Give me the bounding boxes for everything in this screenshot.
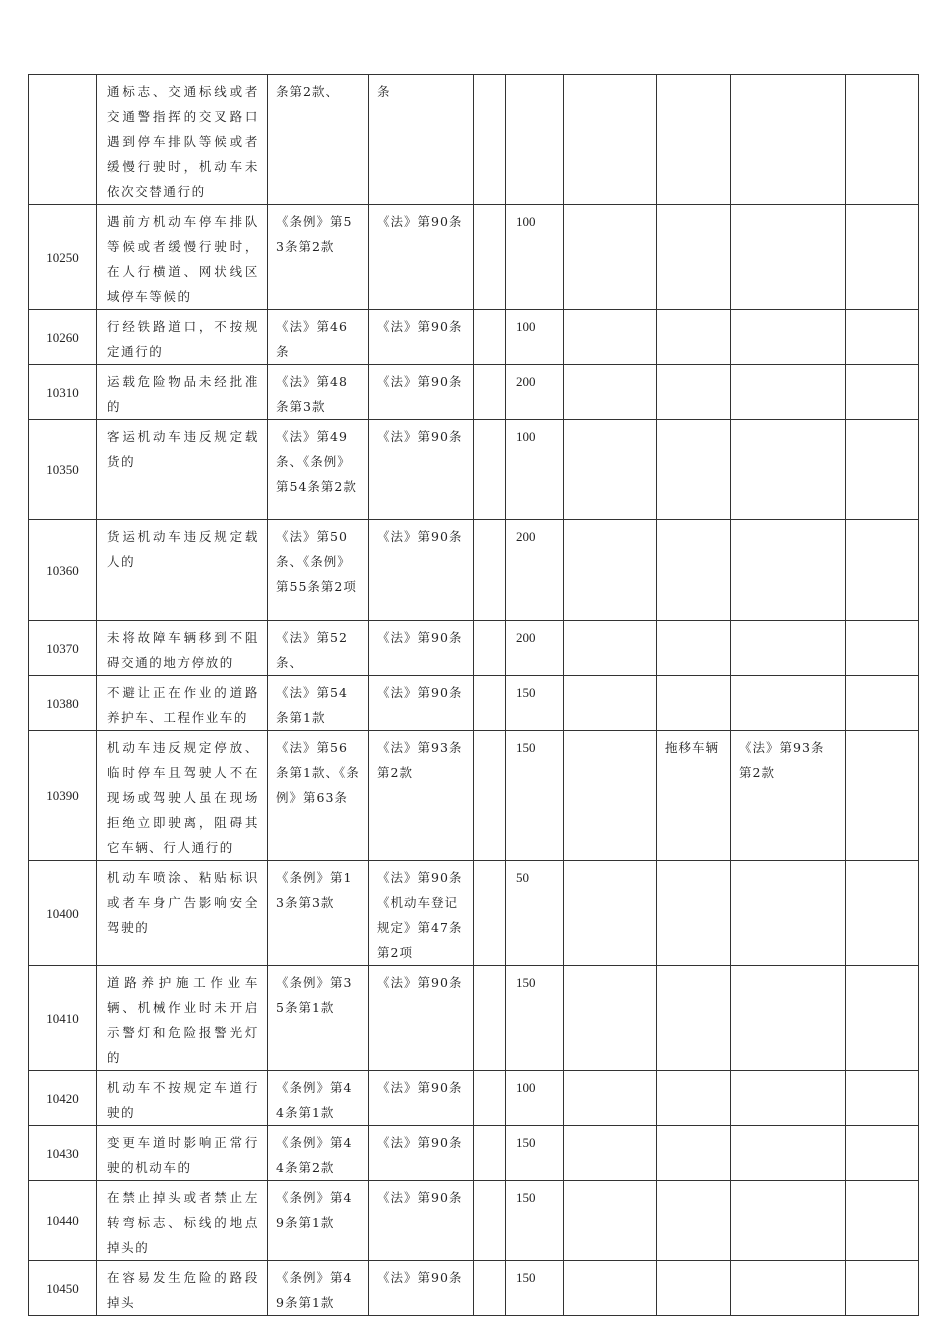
fine-amount-cell: 100 — [506, 1071, 564, 1126]
violation-description-cell: 道路养护施工作业车辆、机械作业时未开启示警灯和危险报警光灯的 — [97, 966, 268, 1071]
violation-code-cell: 10430 — [29, 1126, 97, 1181]
blank-cell — [564, 1126, 657, 1181]
enforcement-measure-cell — [657, 966, 731, 1071]
blank-cell — [564, 205, 657, 310]
blank-cell — [474, 1126, 506, 1181]
enforcement-measure-cell — [657, 75, 731, 205]
violation-description-cell: 未将故障车辆移到不阻碍交通的地方停放的 — [97, 621, 268, 676]
blank-cell — [474, 310, 506, 365]
violation-description-cell: 不避让正在作业的道路养护车、工程作业车的 — [97, 676, 268, 731]
blank-cell — [564, 520, 657, 621]
violation-basis-cell: 《法》第54条第1款 — [268, 676, 369, 731]
blank-cell — [846, 1126, 919, 1181]
measure-basis-cell — [731, 621, 846, 676]
measure-basis-cell — [731, 420, 846, 520]
measure-basis-cell — [731, 1071, 846, 1126]
blank-cell — [564, 1071, 657, 1126]
penalty-basis-cell: 《法》第90条 — [369, 365, 474, 420]
blank-cell — [846, 75, 919, 205]
enforcement-measure-cell — [657, 520, 731, 621]
penalty-basis-cell: 《法》第90条 — [369, 676, 474, 731]
blank-cell — [846, 1071, 919, 1126]
blank-cell — [564, 365, 657, 420]
table-row — [29, 310, 919, 365]
blank-cell — [474, 966, 506, 1071]
violation-code-cell: 10380 — [29, 676, 97, 731]
penalty-basis-cell: 《法》第90条 — [369, 966, 474, 1071]
violation-description-cell: 遇前方机动车停车排队等候或者缓慢行驶时，在人行横道、网状线区域停车等候的 — [97, 205, 268, 310]
violation-code-cell: 10450 — [29, 1261, 97, 1316]
blank-cell — [564, 621, 657, 676]
violation-basis-cell: 《法》第50条、《条例》第55条第2项 — [268, 520, 369, 621]
fine-amount-cell: 200 — [506, 621, 564, 676]
violation-code-cell: 10390 — [29, 731, 97, 861]
violation-description-cell: 机动车违反规定停放、临时停车且驾驶人不在现场或驾驶人虽在现场拒绝立即驶离，阻碍其它车辆、行人通行的 — [97, 731, 268, 861]
blank-cell — [474, 205, 506, 310]
blank-cell — [564, 861, 657, 966]
table-row — [29, 1126, 919, 1181]
violation-basis-cell: 《条例》第44条第1款 — [268, 1071, 369, 1126]
fine-amount-cell: 150 — [506, 676, 564, 731]
table-row — [29, 205, 919, 310]
fine-amount-cell: 100 — [506, 420, 564, 520]
enforcement-measure-cell — [657, 1181, 731, 1261]
penalty-basis-cell: 《法》第93条第2款 — [369, 731, 474, 861]
violation-code-cell: 10440 — [29, 1181, 97, 1261]
measure-basis-cell — [731, 861, 846, 966]
violation-basis-cell: 《法》第52条、 — [268, 621, 369, 676]
fine-amount-cell: 150 — [506, 1181, 564, 1261]
blank-cell — [564, 310, 657, 365]
enforcement-measure-cell: 拖移车辆 — [657, 731, 731, 861]
enforcement-measure-cell — [657, 1126, 731, 1181]
violation-description-cell: 在容易发生危险的路段掉头 — [97, 1261, 268, 1316]
penalty-basis-cell: 《法》第90条 — [369, 520, 474, 621]
enforcement-measure-cell — [657, 365, 731, 420]
penalty-basis-cell: 《法》第90条 — [369, 310, 474, 365]
violation-basis-cell: 《条例》第13条第3款 — [268, 861, 369, 966]
violation-code-cell: 10260 — [29, 310, 97, 365]
violation-basis-cell: 《条例》第35条第1款 — [268, 966, 369, 1071]
measure-basis-cell — [731, 520, 846, 621]
blank-cell — [846, 365, 919, 420]
violation-code-cell: 10310 — [29, 365, 97, 420]
violation-code-cell — [29, 75, 97, 205]
penalty-basis-cell: 条 — [369, 75, 474, 205]
violation-basis-cell: 《条例》第49条第1款 — [268, 1261, 369, 1316]
measure-basis-cell — [731, 75, 846, 205]
measure-basis-cell — [731, 676, 846, 731]
blank-cell — [564, 420, 657, 520]
measure-basis-cell — [731, 1181, 846, 1261]
violation-code-cell: 10360 — [29, 520, 97, 621]
measure-basis-cell — [731, 966, 846, 1071]
penalty-basis-cell: 《法》第90条《机动车登记规定》第47条第2项 — [369, 861, 474, 966]
measure-basis-cell — [731, 310, 846, 365]
violation-basis-cell: 《条例》第49条第1款 — [268, 1181, 369, 1261]
violation-code-cell: 10350 — [29, 420, 97, 520]
measure-basis-cell — [731, 1126, 846, 1181]
blank-cell — [564, 731, 657, 861]
blank-cell — [564, 75, 657, 205]
violation-description-cell: 机动车喷涂、粘贴标识或者车身广告影响安全驾驶的 — [97, 861, 268, 966]
enforcement-measure-cell — [657, 1071, 731, 1126]
violation-basis-cell: 《法》第46条 — [268, 310, 369, 365]
blank-cell — [474, 365, 506, 420]
violation-basis-cell: 条第2款、 — [268, 75, 369, 205]
violation-code-cell: 10410 — [29, 966, 97, 1071]
penalty-basis-cell: 《法》第90条 — [369, 621, 474, 676]
penalty-basis-cell: 《法》第90条 — [369, 1071, 474, 1126]
fine-amount-cell — [506, 75, 564, 205]
fine-amount-cell: 200 — [506, 520, 564, 621]
violation-description-cell: 在禁止掉头或者禁止左转弯标志、标线的地点掉头的 — [97, 1181, 268, 1261]
blank-cell — [846, 520, 919, 621]
fine-amount-cell: 150 — [506, 731, 564, 861]
blank-cell — [564, 966, 657, 1071]
violation-code-cell: 10250 — [29, 205, 97, 310]
blank-cell — [474, 520, 506, 621]
blank-cell — [564, 676, 657, 731]
blank-cell — [474, 676, 506, 731]
blank-cell — [474, 861, 506, 966]
fine-amount-cell: 150 — [506, 1126, 564, 1181]
table-row — [29, 1181, 919, 1261]
table-row — [29, 731, 919, 861]
violation-description-cell: 客运机动车违反规定载货的 — [97, 420, 268, 520]
table-row — [29, 520, 919, 621]
violation-code-cell: 10370 — [29, 621, 97, 676]
blank-cell — [846, 861, 919, 966]
table-row — [29, 676, 919, 731]
measure-basis-cell — [731, 1261, 846, 1316]
measure-basis-cell: 《法》第93条第2款 — [731, 731, 846, 861]
table-row — [29, 861, 919, 966]
penalty-basis-cell: 《法》第90条 — [369, 1181, 474, 1261]
violation-description-cell: 货运机动车违反规定载人的 — [97, 520, 268, 621]
enforcement-measure-cell — [657, 621, 731, 676]
enforcement-measure-cell — [657, 861, 731, 966]
blank-cell — [474, 420, 506, 520]
table-row — [29, 365, 919, 420]
blank-cell — [846, 205, 919, 310]
blank-cell — [564, 1261, 657, 1316]
fine-amount-cell: 100 — [506, 205, 564, 310]
violation-code-cell: 10420 — [29, 1071, 97, 1126]
blank-cell — [846, 420, 919, 520]
fine-amount-cell: 200 — [506, 365, 564, 420]
blank-cell — [846, 310, 919, 365]
blank-cell — [474, 1071, 506, 1126]
violation-code-cell: 10400 — [29, 861, 97, 966]
enforcement-measure-cell — [657, 676, 731, 731]
blank-cell — [846, 966, 919, 1071]
blank-cell — [474, 1181, 506, 1261]
violation-description-cell: 通标志、交通标线或者交通警指挥的交叉路口遇到停车排队等候或者缓慢行驶时，机动车未依次交替通行的 — [97, 75, 268, 205]
enforcement-measure-cell — [657, 1261, 731, 1316]
violation-basis-cell: 《法》第56条第1款、《条例》第63条 — [268, 731, 369, 861]
fine-amount-cell: 100 — [506, 310, 564, 365]
fine-amount-cell: 150 — [506, 966, 564, 1071]
penalty-basis-cell: 《法》第90条 — [369, 420, 474, 520]
table-row — [29, 420, 919, 520]
blank-cell — [846, 731, 919, 861]
violation-description-cell: 变更车道时影响正常行驶的机动车的 — [97, 1126, 268, 1181]
enforcement-measure-cell — [657, 420, 731, 520]
blank-cell — [846, 1261, 919, 1316]
measure-basis-cell — [731, 365, 846, 420]
blank-cell — [846, 676, 919, 731]
blank-cell — [474, 75, 506, 205]
table-row — [29, 1261, 919, 1316]
table-row — [29, 966, 919, 1071]
enforcement-measure-cell — [657, 310, 731, 365]
violation-basis-cell: 《条例》第53条第2款 — [268, 205, 369, 310]
table-body — [29, 75, 919, 1316]
violation-basis-cell: 《法》第49条、《条例》第54条第2款 — [268, 420, 369, 520]
violation-table — [28, 74, 919, 1316]
table-row — [29, 621, 919, 676]
blank-cell — [474, 1261, 506, 1316]
violation-description-cell: 行经铁路道口，不按规定通行的 — [97, 310, 268, 365]
blank-cell — [474, 731, 506, 861]
table-row — [29, 75, 919, 205]
fine-amount-cell: 150 — [506, 1261, 564, 1316]
enforcement-measure-cell — [657, 205, 731, 310]
violation-basis-cell: 《条例》第44条第2款 — [268, 1126, 369, 1181]
blank-cell — [846, 1181, 919, 1261]
penalty-basis-cell: 《法》第90条 — [369, 205, 474, 310]
penalty-basis-cell: 《法》第90条 — [369, 1261, 474, 1316]
fine-amount-cell: 50 — [506, 861, 564, 966]
blank-cell — [474, 621, 506, 676]
blank-cell — [846, 621, 919, 676]
violation-description-cell: 机动车不按规定车道行驶的 — [97, 1071, 268, 1126]
measure-basis-cell — [731, 205, 846, 310]
table-row — [29, 1071, 919, 1126]
violation-basis-cell: 《法》第48条第3款 — [268, 365, 369, 420]
violation-description-cell: 运载危险物品未经批准的 — [97, 365, 268, 420]
penalty-basis-cell: 《法》第90条 — [369, 1126, 474, 1181]
blank-cell — [564, 1181, 657, 1261]
